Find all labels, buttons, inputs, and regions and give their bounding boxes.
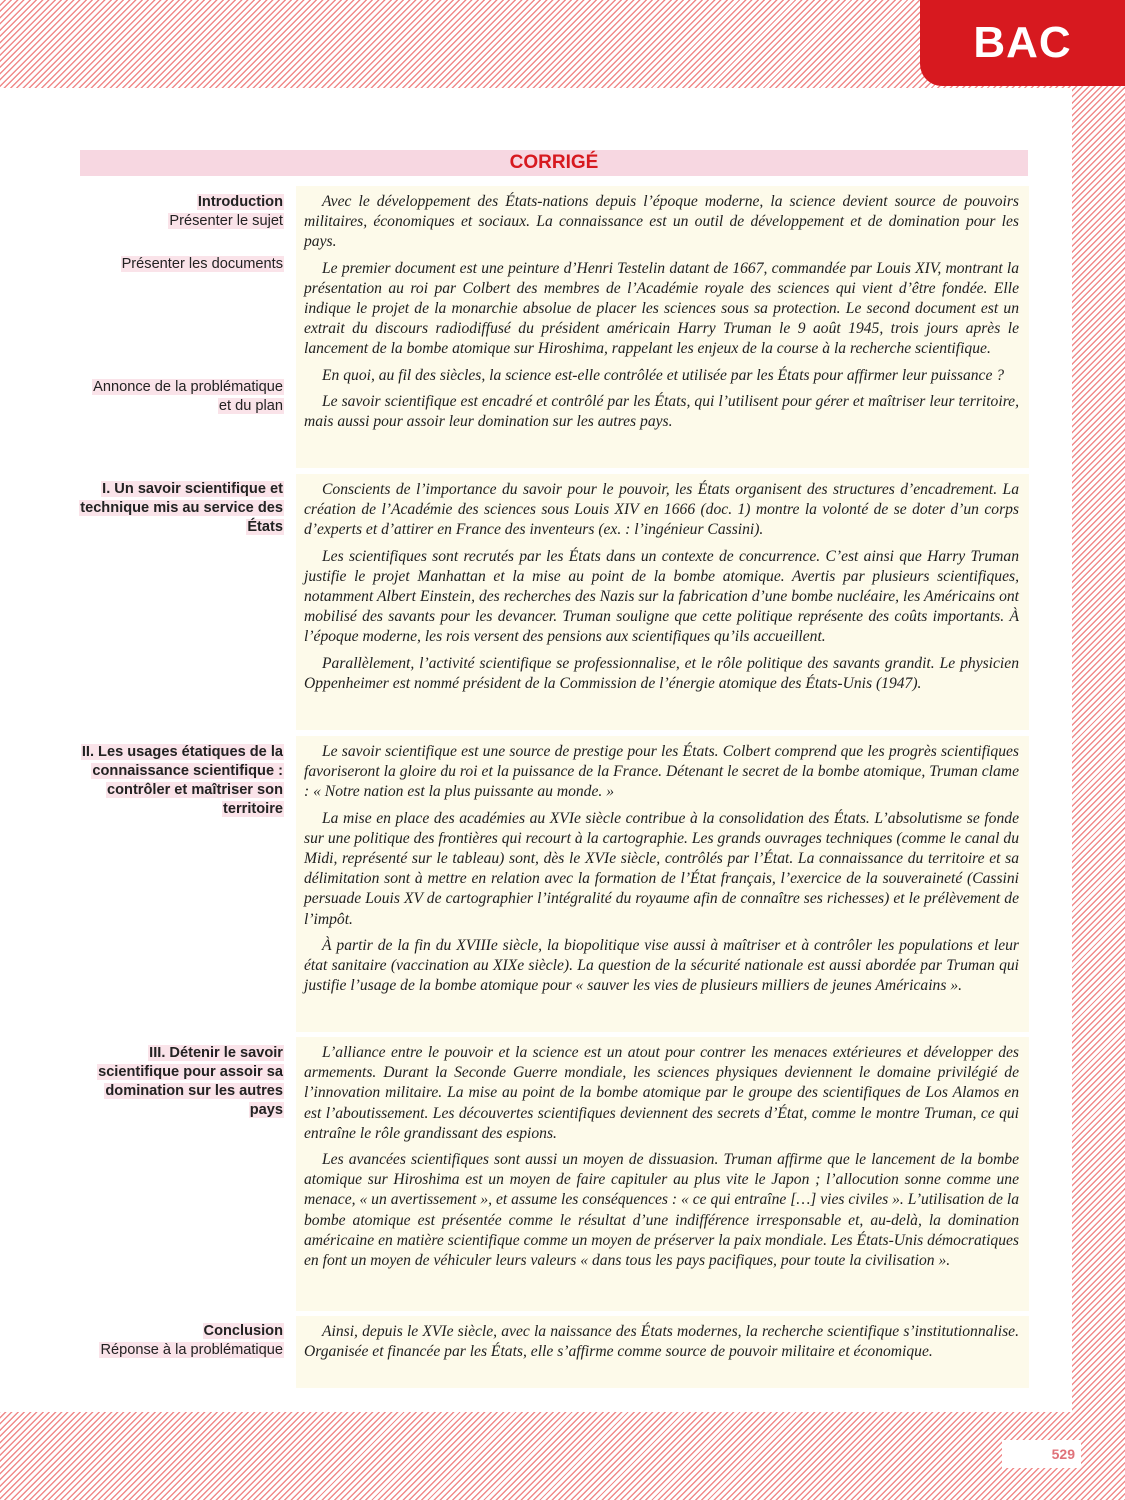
bac-tab: BAC bbox=[920, 0, 1125, 86]
section-body bbox=[296, 1316, 1029, 1388]
label-normal: Réponse à la problématique bbox=[100, 1342, 283, 1358]
label-bold: I. Un savoir scientifique et technique mis au service des États bbox=[80, 481, 283, 535]
section-body bbox=[296, 474, 1029, 730]
paragraph: Le savoir scientifique est une source de prestige pour les États. Colbert comprend que les progrès scientifiques favoriseront la gloire du roi et la puissance de la France. Détenant le secret de la bombe atomique, Truman clame : « Notre nation est la plus puissante au monde. » bbox=[304, 743, 1019, 801]
section-sidebar bbox=[79, 480, 284, 537]
section-body bbox=[296, 736, 1029, 1032]
paragraph: En quoi, au fil des siècles, la science est-elle contrôlée et utilisée par les États pour affirmer leur puissance ? bbox=[322, 366, 1005, 384]
label-normal: Présenter le sujet bbox=[169, 213, 283, 229]
label-normal: Annonce de la problématique et du plan bbox=[93, 379, 283, 414]
paragraph: À partir de la fin du XVIIIe siècle, la biopolitique vise aussi à maîtriser et à contrôler les populations et leur état sanitaire (vaccination au XIXe siècle). La question de la sécurité nationale est aussi abordée par Truman qui justifie l’usage de la bombe atomique pour « sauver les vies de plusieurs milliers de jeunes Américains ». bbox=[304, 936, 1019, 995]
page-number: 529 bbox=[1002, 1440, 1081, 1468]
section-sidebar bbox=[79, 1044, 284, 1120]
label-bold: II. Les usages étatiques de la connaissance scientifique : contrôler et maîtriser son territoire bbox=[81, 744, 283, 817]
section-body bbox=[296, 186, 1029, 468]
paragraph: Avec le développement des États-nations depuis l’époque moderne, la science devient source de pouvoirs militaires, économiques et sociaux. La connaissance est un outil de développement et de domination pour les pays. bbox=[304, 193, 1019, 251]
paragraph: Le premier document est une peinture d’Henri Testelin datant de 1667, commandée par Louis XIV, montrant la présentation au roi par Colbert des membres de l’Académie royale des sciences qui vient d’être fondée. Elle indique le projet de la monarchie absolue de placer les sciences sous sa protection. Le second document est un extrait du discours radiodiffusé du président américain Harry Truman le 9 août 1945, trois jours après le lancement de la bombe atomique sur Hiroshima, rappelant les enjeux de la course à la recherche scientifique. bbox=[304, 259, 1019, 358]
label-bold: Introduction bbox=[197, 194, 283, 210]
sidebar-label bbox=[79, 378, 284, 416]
sidebar-label bbox=[79, 193, 284, 231]
label-bold: Conclusion bbox=[203, 1323, 283, 1339]
paragraph: L’alliance entre le pouvoir et la science est un atout pour contrer les menaces extérieures et développer des armements. Durant la Seconde Guerre mondiale, les sciences physiques deviennent le domaine privilégié de l’innovation militaire. La mise au point de la bombe atomique par le groupe des scientifiques de Los Alamos en est l’aboutissement. Les découvertes scientifiques deviennent des secrets d’État, comme le montre Truman, ce qui entraîne le rôle grandissant des espions. bbox=[304, 1044, 1019, 1142]
paragraph: La mise en place des académies au XVIe siècle contribue à la consolidation des États. L’absolutisme se fonde sur une politique des frontières qui recourt à la cartographie. Les grands ouvrages techniques (comme le canal du Midi, représenté sur le tableau) sont, dès le XVIe siècle, contrôlés par l’État. La connaissance du territoire et sa délimitation sont à mettre en relation avec la formation de l’État français, l’exercice de la souveraineté (Cassini persuade Louis XV de cartographier l’intégralité du royaume afin de connaître ses richesses) et le prélèvement de l’impôt. bbox=[304, 809, 1019, 928]
section-sidebar bbox=[79, 1322, 284, 1360]
paragraph: Les avancées scientifiques sont aussi un moyen de dissuasion. Truman affirme que le lancement de la bombe atomique sur Hiroshima est un moyen de faire capituler au plus vite le Japon ; l’allocution sonne comme une menace, « un avertissement », et assume les conséquences : « ce qui entraîne […] vies civiles ». L’utilisation de la bombe atomique est présentée comme le résultat d’une indifférence irresponsable et, au-delà, la domination américaine en matière scientifique comme un moyen de préserver la paix mondiale. Les États-Unis démocratiques en font un moyen de véhiculer leurs valeurs « dans tous les pays pacifiques, pour toute la civilisation ». bbox=[304, 1151, 1019, 1270]
section-title: CORRIGÉ bbox=[80, 150, 1028, 176]
section-sidebar bbox=[79, 743, 284, 819]
section-sidebar bbox=[79, 193, 284, 440]
paragraph: Parallèlement, l’activité scientifique se professionnalise, et le rôle politique des savants grandit. Le physicien Oppenheimer est nommé président de la Commission de l’énergie atomique des États-Unis (1947). bbox=[304, 654, 1019, 692]
paragraph: Les scientifiques sont recrutés par les États dans un contexte de concurrence. C’est ainsi que Harry Truman justifie le projet Manhattan et la mise au point de la bombe atomique. Avertis par plusieurs scientifiques, notamment Albert Einstein, des recherches des Nazis sur la fabrication d’une bombe nucléaire, les Américains ont mobilisé des savants pour les devancer. Truman souligne que cette politique représente des coûts importants. À l’époque moderne, les rois versent des pensions aux scientifiques qu’ils accueillent. bbox=[304, 547, 1019, 646]
sidebar-label bbox=[79, 255, 284, 274]
paragraph: Le savoir scientifique est encadré et contrôlé par les États, qui l’utilisent pour gérer et maîtriser leur territoire, mais aussi pour assoir leur domination sur les autres pays. bbox=[304, 392, 1019, 431]
label-bold: III. Détenir le savoir scientifique pour assoir sa domination sur les autres pays bbox=[98, 1045, 283, 1118]
section-body bbox=[296, 1037, 1029, 1311]
paragraph: Conscients de l’importance du savoir pour le pouvoir, les États organisent des structures d’encadrement. La création de l’Académie des sciences sous Louis XIV en 1666 (doc. 1) montre la volonté de se doter d’un corps d’experts et d’attirer en France des inventeurs (ex. : l’ingénieur Cassini). bbox=[304, 481, 1019, 539]
label-normal: Présenter les documents bbox=[121, 256, 283, 272]
paragraph: Ainsi, depuis le XVIe siècle, avec la naissance des États modernes, la recherche scientifique s’institutionnalise. Organisée et financée par les États, elle s’affirme comme source de pouvoir militaire et économique. bbox=[304, 1323, 1019, 1361]
